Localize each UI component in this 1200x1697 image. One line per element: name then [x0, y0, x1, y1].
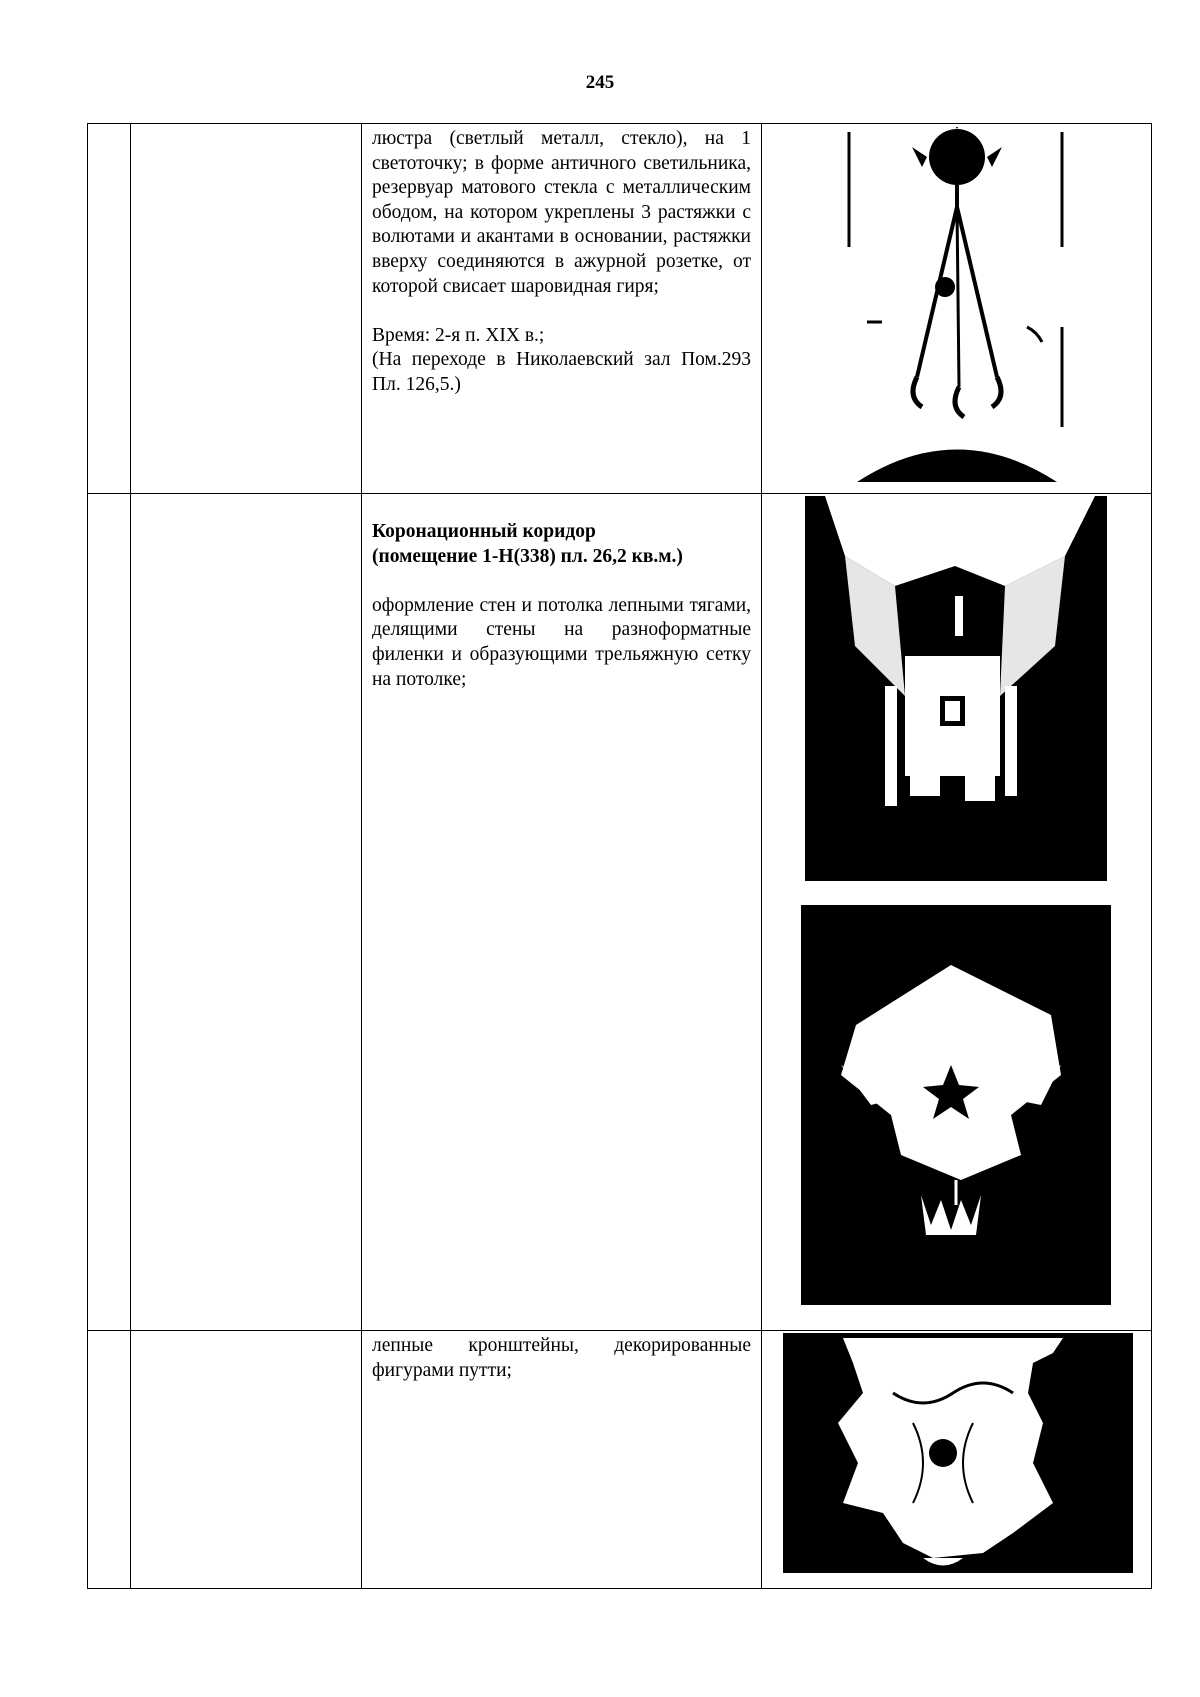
- bracket-photo: [783, 1333, 1133, 1573]
- spacer: [372, 569, 751, 594]
- name-cell: [131, 124, 362, 494]
- description-cell: [362, 1331, 762, 1589]
- chandelier-photo: [847, 127, 1067, 487]
- page-number: 245: [585, 72, 615, 93]
- ceiling-photo: [801, 905, 1111, 1305]
- table-row: [88, 494, 1152, 1331]
- description-text: люстра (светлый металл, стекло), на 1 светоточку; в форме античного светильника, резервуар матового стекла с металлическим ободом, на котором укреплены 3 растяжки с волютами и акантами в основании, растяжки вверху соединяются в ажурной розетке, от которой свисает шаровидная гиря;: [372, 128, 751, 297]
- name-cell: [131, 494, 362, 1331]
- section-subheading: (помещение 1-Н(338) пл. 26,2 кв.м.): [372, 545, 683, 567]
- number-cell: [88, 494, 131, 1331]
- image-cell: [762, 494, 1152, 1331]
- name-cell: [131, 1331, 362, 1589]
- description-cell: [362, 124, 762, 494]
- inventory-table: [87, 123, 1152, 1589]
- description-cell: [362, 494, 762, 1331]
- number-cell: [88, 1331, 131, 1589]
- time-text: Время: 2-я п. XIX в.;: [372, 324, 545, 346]
- description-text: лепные кронштейны, декорированные фигурами путти;: [372, 1335, 751, 1381]
- spacer: [372, 299, 751, 324]
- corridor-photo: [805, 496, 1107, 881]
- image-cell: [762, 124, 1152, 494]
- table-row: [88, 1331, 1152, 1589]
- section-heading: Коронационный коридор: [372, 521, 596, 542]
- location-text: (На переходе в Николаевский зал Пом.293 Пл. 126,5.): [372, 349, 751, 395]
- description-text: оформление стен и потолка лепными тягами, делящими стены на разноформатные филенки и образующими трельяжную сетку на потолке;: [372, 594, 751, 690]
- table-row: [88, 124, 1152, 494]
- number-cell: [88, 124, 131, 494]
- image-cell: [762, 1331, 1152, 1589]
